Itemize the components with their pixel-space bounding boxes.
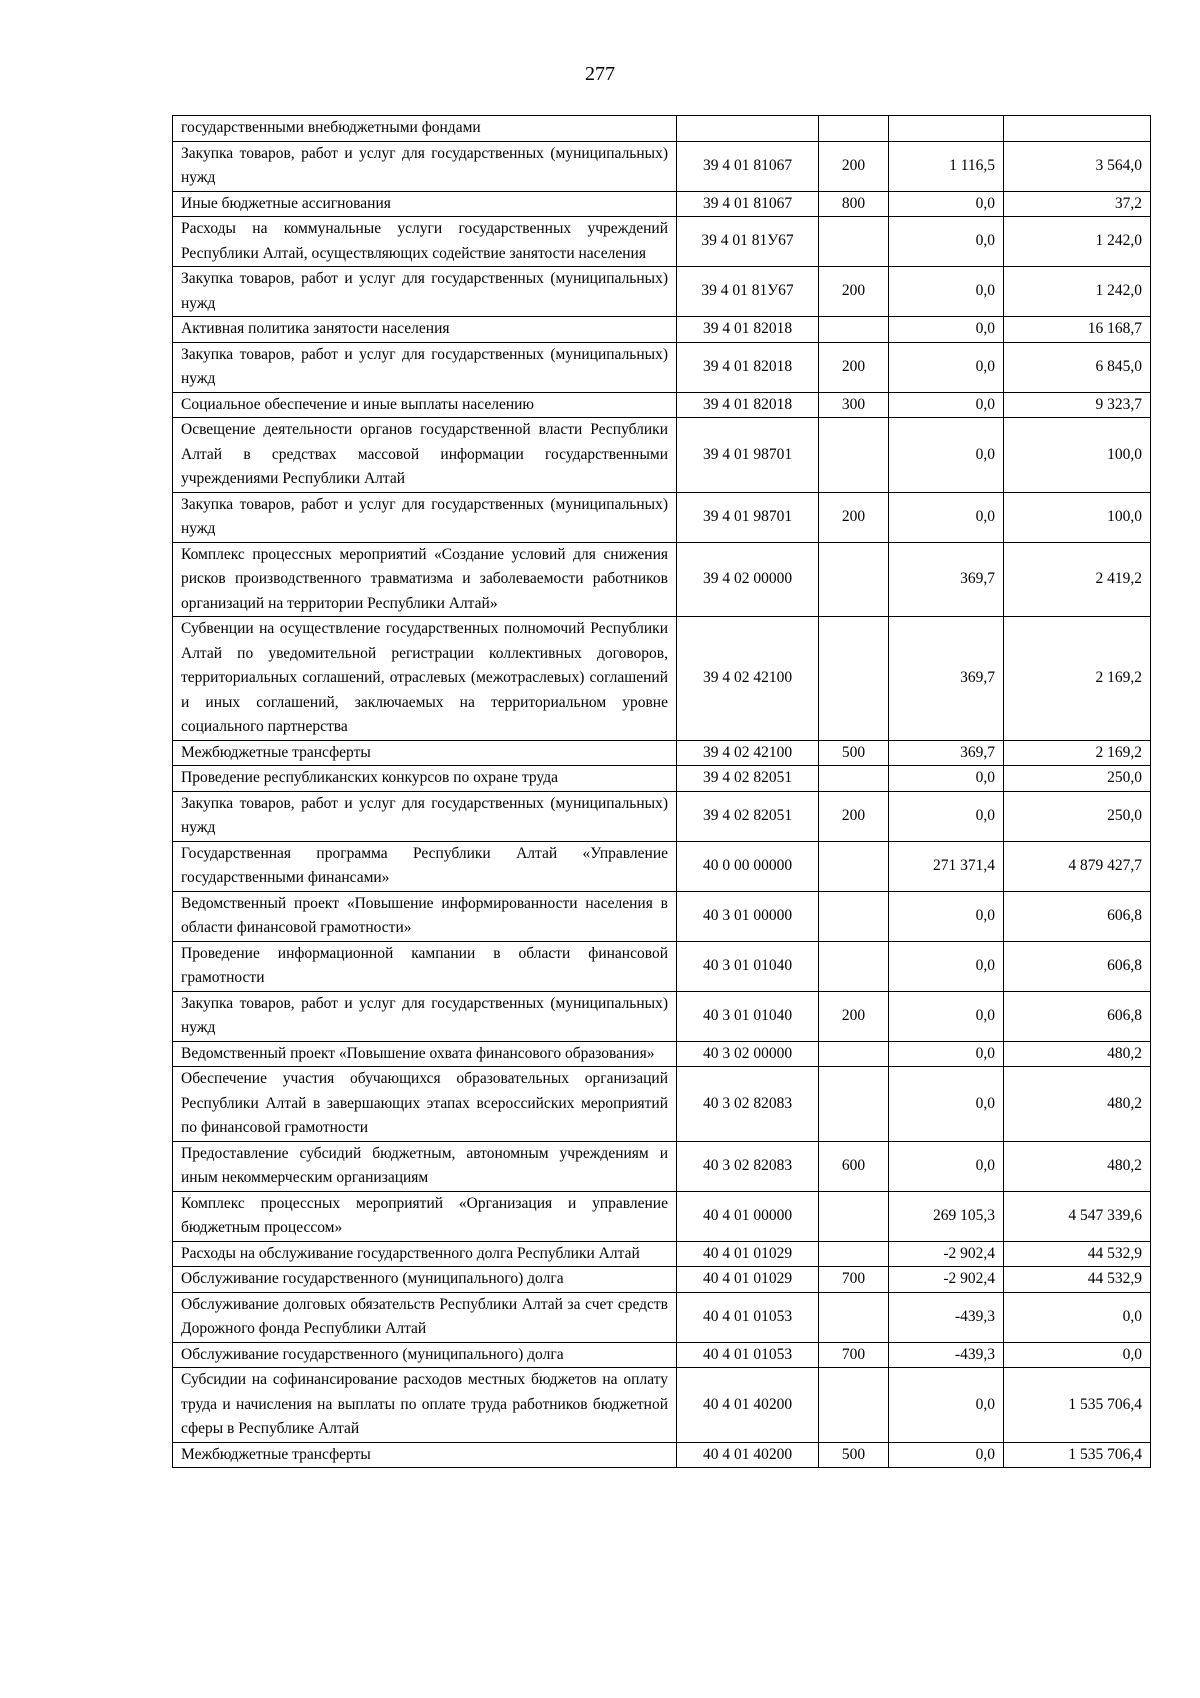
expense-name-cell: Закупка товаров, работ и услуг для государственных (муниципальных) нужд (173, 141, 677, 191)
total-amount-cell: 0,0 (1004, 1342, 1151, 1368)
table-row (173, 1041, 1151, 1067)
target-code-cell: 39 4 02 42100 (677, 740, 819, 766)
change-amount-cell: 0,0 (889, 217, 1004, 267)
change-amount-cell: 0,0 (889, 791, 1004, 841)
expense-type-cell: 300 (819, 392, 889, 418)
expense-type-cell: 200 (819, 791, 889, 841)
table-row (173, 841, 1151, 891)
expense-name-cell: Ведомственный проект «Повышение охвата финансового образования» (173, 1041, 677, 1067)
target-code-cell: 40 4 01 00000 (677, 1191, 819, 1241)
table-row (173, 740, 1151, 766)
expense-type-cell (819, 1241, 889, 1267)
expense-type-cell (819, 418, 889, 493)
table-row (173, 891, 1151, 941)
change-amount-cell: 0,0 (889, 418, 1004, 493)
table-row (173, 342, 1151, 392)
expense-name-cell: Закупка товаров, работ и услуг для государственных (муниципальных) нужд (173, 791, 677, 841)
expense-name-cell: Субсидии на софинансирование расходов местных бюджетов на оплату труда и начисления на выплаты по оплате труда работников бюджетной сферы в Республике Алтай (173, 1368, 677, 1443)
expense-type-cell (819, 1368, 889, 1443)
change-amount-cell: 0,0 (889, 1442, 1004, 1468)
total-amount-cell (1004, 116, 1151, 142)
expense-name-cell: Предоставление субсидий бюджетным, автономным учреждениям и иным некоммерческим организациям (173, 1141, 677, 1191)
change-amount-cell: 1 116,5 (889, 141, 1004, 191)
total-amount-cell: 480,2 (1004, 1141, 1151, 1191)
total-amount-cell: 1 535 706,4 (1004, 1442, 1151, 1468)
target-code-cell: 40 4 01 40200 (677, 1442, 819, 1468)
total-amount-cell: 6 845,0 (1004, 342, 1151, 392)
total-amount-cell: 0,0 (1004, 1292, 1151, 1342)
total-amount-cell: 2 169,2 (1004, 617, 1151, 741)
expense-type-cell (819, 1191, 889, 1241)
target-code-cell: 39 4 01 81067 (677, 191, 819, 217)
expense-type-cell (819, 766, 889, 792)
expense-type-cell: 600 (819, 1141, 889, 1191)
expense-type-cell (819, 317, 889, 343)
expense-type-cell: 700 (819, 1267, 889, 1293)
expense-name-cell: Расходы на коммунальные услуги государственных учреждений Республики Алтай, осуществляющих содействие занятости населения (173, 217, 677, 267)
expense-type-cell (819, 116, 889, 142)
table-row (173, 317, 1151, 343)
change-amount-cell: -439,3 (889, 1292, 1004, 1342)
change-amount-cell: -2 902,4 (889, 1267, 1004, 1293)
expense-type-cell (819, 1067, 889, 1142)
change-amount-cell: -439,3 (889, 1342, 1004, 1368)
total-amount-cell: 2 419,2 (1004, 542, 1151, 617)
change-amount-cell: 0,0 (889, 317, 1004, 343)
target-code-cell: 40 3 02 82083 (677, 1141, 819, 1191)
change-amount-cell: 369,7 (889, 542, 1004, 617)
expense-name-cell: Иные бюджетные ассигнования (173, 191, 677, 217)
expense-name-cell: государственными внебюджетными фондами (173, 116, 677, 142)
total-amount-cell: 4 547 339,6 (1004, 1191, 1151, 1241)
table-row (173, 1368, 1151, 1443)
expense-name-cell: Проведение информационной кампании в области финансовой грамотности (173, 941, 677, 991)
expense-name-cell: Межбюджетные трансферты (173, 1442, 677, 1468)
expense-name-cell: Субвенции на осуществление государственных полномочий Республики Алтай по уведомительной регистрации коллективных договоров, территориальных соглашений, отраслевых (межотраслевых) соглашений и иных соглашений, заключаемых на территориальном уровне социального партнерства (173, 617, 677, 741)
table-row (173, 1141, 1151, 1191)
table-row (173, 418, 1151, 493)
total-amount-cell: 16 168,7 (1004, 317, 1151, 343)
change-amount-cell: 0,0 (889, 941, 1004, 991)
page-number: 277 (585, 63, 615, 85)
target-code-cell: 39 4 02 82051 (677, 791, 819, 841)
target-code-cell: 40 4 01 01029 (677, 1267, 819, 1293)
budget-table-body (173, 116, 1151, 1468)
change-amount-cell: 269 105,3 (889, 1191, 1004, 1241)
total-amount-cell: 3 564,0 (1004, 141, 1151, 191)
table-row (173, 1241, 1151, 1267)
expense-name-cell: Расходы на обслуживание государственного долга Республики Алтай (173, 1241, 677, 1267)
target-code-cell: 40 4 01 01053 (677, 1292, 819, 1342)
change-amount-cell: 0,0 (889, 1141, 1004, 1191)
change-amount-cell: 0,0 (889, 1041, 1004, 1067)
expense-type-cell (819, 841, 889, 891)
table-row (173, 766, 1151, 792)
expense-name-cell: Обслуживание долговых обязательств Республики Алтай за счет средств Дорожного фонда Республики Алтай (173, 1292, 677, 1342)
table-row (173, 141, 1151, 191)
expense-type-cell (819, 1041, 889, 1067)
target-code-cell: 39 4 02 00000 (677, 542, 819, 617)
expense-name-cell: Освещение деятельности органов государственной власти Республики Алтай в средствах массовой информации государственными учреждениями Республики Алтай (173, 418, 677, 493)
table-row (173, 1292, 1151, 1342)
total-amount-cell: 480,2 (1004, 1041, 1151, 1067)
change-amount-cell: 271 371,4 (889, 841, 1004, 891)
expense-type-cell: 700 (819, 1342, 889, 1368)
total-amount-cell: 4 879 427,7 (1004, 841, 1151, 891)
expense-type-cell (819, 1292, 889, 1342)
target-code-cell: 39 4 01 82018 (677, 392, 819, 418)
expense-name-cell: Обеспечение участия обучающихся образовательных организаций Республики Алтай в завершающих этапах всероссийских мероприятий по финансовой грамотности (173, 1067, 677, 1142)
total-amount-cell: 606,8 (1004, 941, 1151, 991)
total-amount-cell: 2 169,2 (1004, 740, 1151, 766)
change-amount-cell: 0,0 (889, 342, 1004, 392)
change-amount-cell: 0,0 (889, 991, 1004, 1041)
change-amount-cell: 0,0 (889, 1368, 1004, 1443)
change-amount-cell: 0,0 (889, 267, 1004, 317)
change-amount-cell: 0,0 (889, 766, 1004, 792)
expense-name-cell: Закупка товаров, работ и услуг для государственных (муниципальных) нужд (173, 267, 677, 317)
total-amount-cell: 37,2 (1004, 191, 1151, 217)
change-amount-cell: 0,0 (889, 492, 1004, 542)
table-row (173, 617, 1151, 741)
table-row (173, 267, 1151, 317)
target-code-cell: 39 4 01 98701 (677, 418, 819, 493)
expense-name-cell: Закупка товаров, работ и услуг для государственных (муниципальных) нужд (173, 991, 677, 1041)
target-code-cell: 39 4 01 82018 (677, 317, 819, 343)
change-amount-cell: 0,0 (889, 891, 1004, 941)
target-code-cell: 40 3 02 00000 (677, 1041, 819, 1067)
change-amount-cell: -2 902,4 (889, 1241, 1004, 1267)
expense-type-cell: 800 (819, 191, 889, 217)
table-row (173, 542, 1151, 617)
expense-name-cell: Обслуживание государственного (муниципального) долга (173, 1267, 677, 1293)
total-amount-cell: 44 532,9 (1004, 1267, 1151, 1293)
budget-table (172, 115, 1151, 1468)
expense-name-cell: Проведение республиканских конкурсов по охране труда (173, 766, 677, 792)
change-amount-cell: 0,0 (889, 191, 1004, 217)
table-row (173, 1267, 1151, 1293)
target-code-cell: 39 4 01 81067 (677, 141, 819, 191)
expense-type-cell: 200 (819, 991, 889, 1041)
table-row (173, 1067, 1151, 1142)
target-code-cell: 40 3 01 01040 (677, 991, 819, 1041)
expense-name-cell: Закупка товаров, работ и услуг для государственных (муниципальных) нужд (173, 342, 677, 392)
target-code-cell: 39 4 02 82051 (677, 766, 819, 792)
total-amount-cell: 250,0 (1004, 791, 1151, 841)
expense-type-cell (819, 617, 889, 741)
target-code-cell: 39 4 01 82018 (677, 342, 819, 392)
target-code-cell: 40 3 01 01040 (677, 941, 819, 991)
expense-type-cell (819, 941, 889, 991)
expense-name-cell: Закупка товаров, работ и услуг для государственных (муниципальных) нужд (173, 492, 677, 542)
table-row (173, 1442, 1151, 1468)
total-amount-cell: 100,0 (1004, 492, 1151, 542)
table-row (173, 492, 1151, 542)
table-row (173, 392, 1151, 418)
table-row (173, 116, 1151, 142)
expense-name-cell: Активная политика занятости населения (173, 317, 677, 343)
change-amount-cell: 369,7 (889, 617, 1004, 741)
target-code-cell (677, 116, 819, 142)
table-row (173, 217, 1151, 267)
change-amount-cell: 0,0 (889, 1067, 1004, 1142)
expense-type-cell (819, 891, 889, 941)
expense-type-cell: 200 (819, 342, 889, 392)
table-row (173, 941, 1151, 991)
total-amount-cell: 1 242,0 (1004, 217, 1151, 267)
expense-type-cell: 200 (819, 141, 889, 191)
total-amount-cell: 9 323,7 (1004, 392, 1151, 418)
total-amount-cell: 44 532,9 (1004, 1241, 1151, 1267)
expense-name-cell: Государственная программа Республики Алтай «Управление государственными финансами» (173, 841, 677, 891)
expense-name-cell: Социальное обеспечение и иные выплаты населению (173, 392, 677, 418)
expense-name-cell: Комплекс процессных мероприятий «Организация и управление бюджетным процессом» (173, 1191, 677, 1241)
expense-type-cell: 200 (819, 492, 889, 542)
expense-type-cell (819, 542, 889, 617)
target-code-cell: 40 4 01 01029 (677, 1241, 819, 1267)
change-amount-cell: 369,7 (889, 740, 1004, 766)
total-amount-cell: 1 242,0 (1004, 267, 1151, 317)
expense-name-cell: Межбюджетные трансферты (173, 740, 677, 766)
target-code-cell: 40 0 00 00000 (677, 841, 819, 891)
target-code-cell: 39 4 01 81У67 (677, 267, 819, 317)
change-amount-cell (889, 116, 1004, 142)
target-code-cell: 40 3 02 82083 (677, 1067, 819, 1142)
target-code-cell: 39 4 01 81У67 (677, 217, 819, 267)
total-amount-cell: 480,2 (1004, 1067, 1151, 1142)
table-row (173, 1191, 1151, 1241)
table-row (173, 1342, 1151, 1368)
expense-type-cell: 200 (819, 267, 889, 317)
expense-name-cell: Комплекс процессных мероприятий «Создание условий для снижения рисков производственного травматизма и заболеваемости работников организаций на территории Республики Алтай» (173, 542, 677, 617)
total-amount-cell: 606,8 (1004, 991, 1151, 1041)
expense-type-cell (819, 217, 889, 267)
expense-name-cell: Ведомственный проект «Повышение информированности населения в области финансовой грамотности» (173, 891, 677, 941)
target-code-cell: 39 4 02 42100 (677, 617, 819, 741)
target-code-cell: 40 4 01 40200 (677, 1368, 819, 1443)
target-code-cell: 40 3 01 00000 (677, 891, 819, 941)
table-row (173, 791, 1151, 841)
expense-type-cell: 500 (819, 740, 889, 766)
total-amount-cell: 100,0 (1004, 418, 1151, 493)
total-amount-cell: 1 535 706,4 (1004, 1368, 1151, 1443)
expense-type-cell: 500 (819, 1442, 889, 1468)
total-amount-cell: 606,8 (1004, 891, 1151, 941)
change-amount-cell: 0,0 (889, 392, 1004, 418)
target-code-cell: 40 4 01 01053 (677, 1342, 819, 1368)
total-amount-cell: 250,0 (1004, 766, 1151, 792)
expense-name-cell: Обслуживание государственного (муниципального) долга (173, 1342, 677, 1368)
table-row (173, 191, 1151, 217)
target-code-cell: 39 4 01 98701 (677, 492, 819, 542)
table-row (173, 991, 1151, 1041)
